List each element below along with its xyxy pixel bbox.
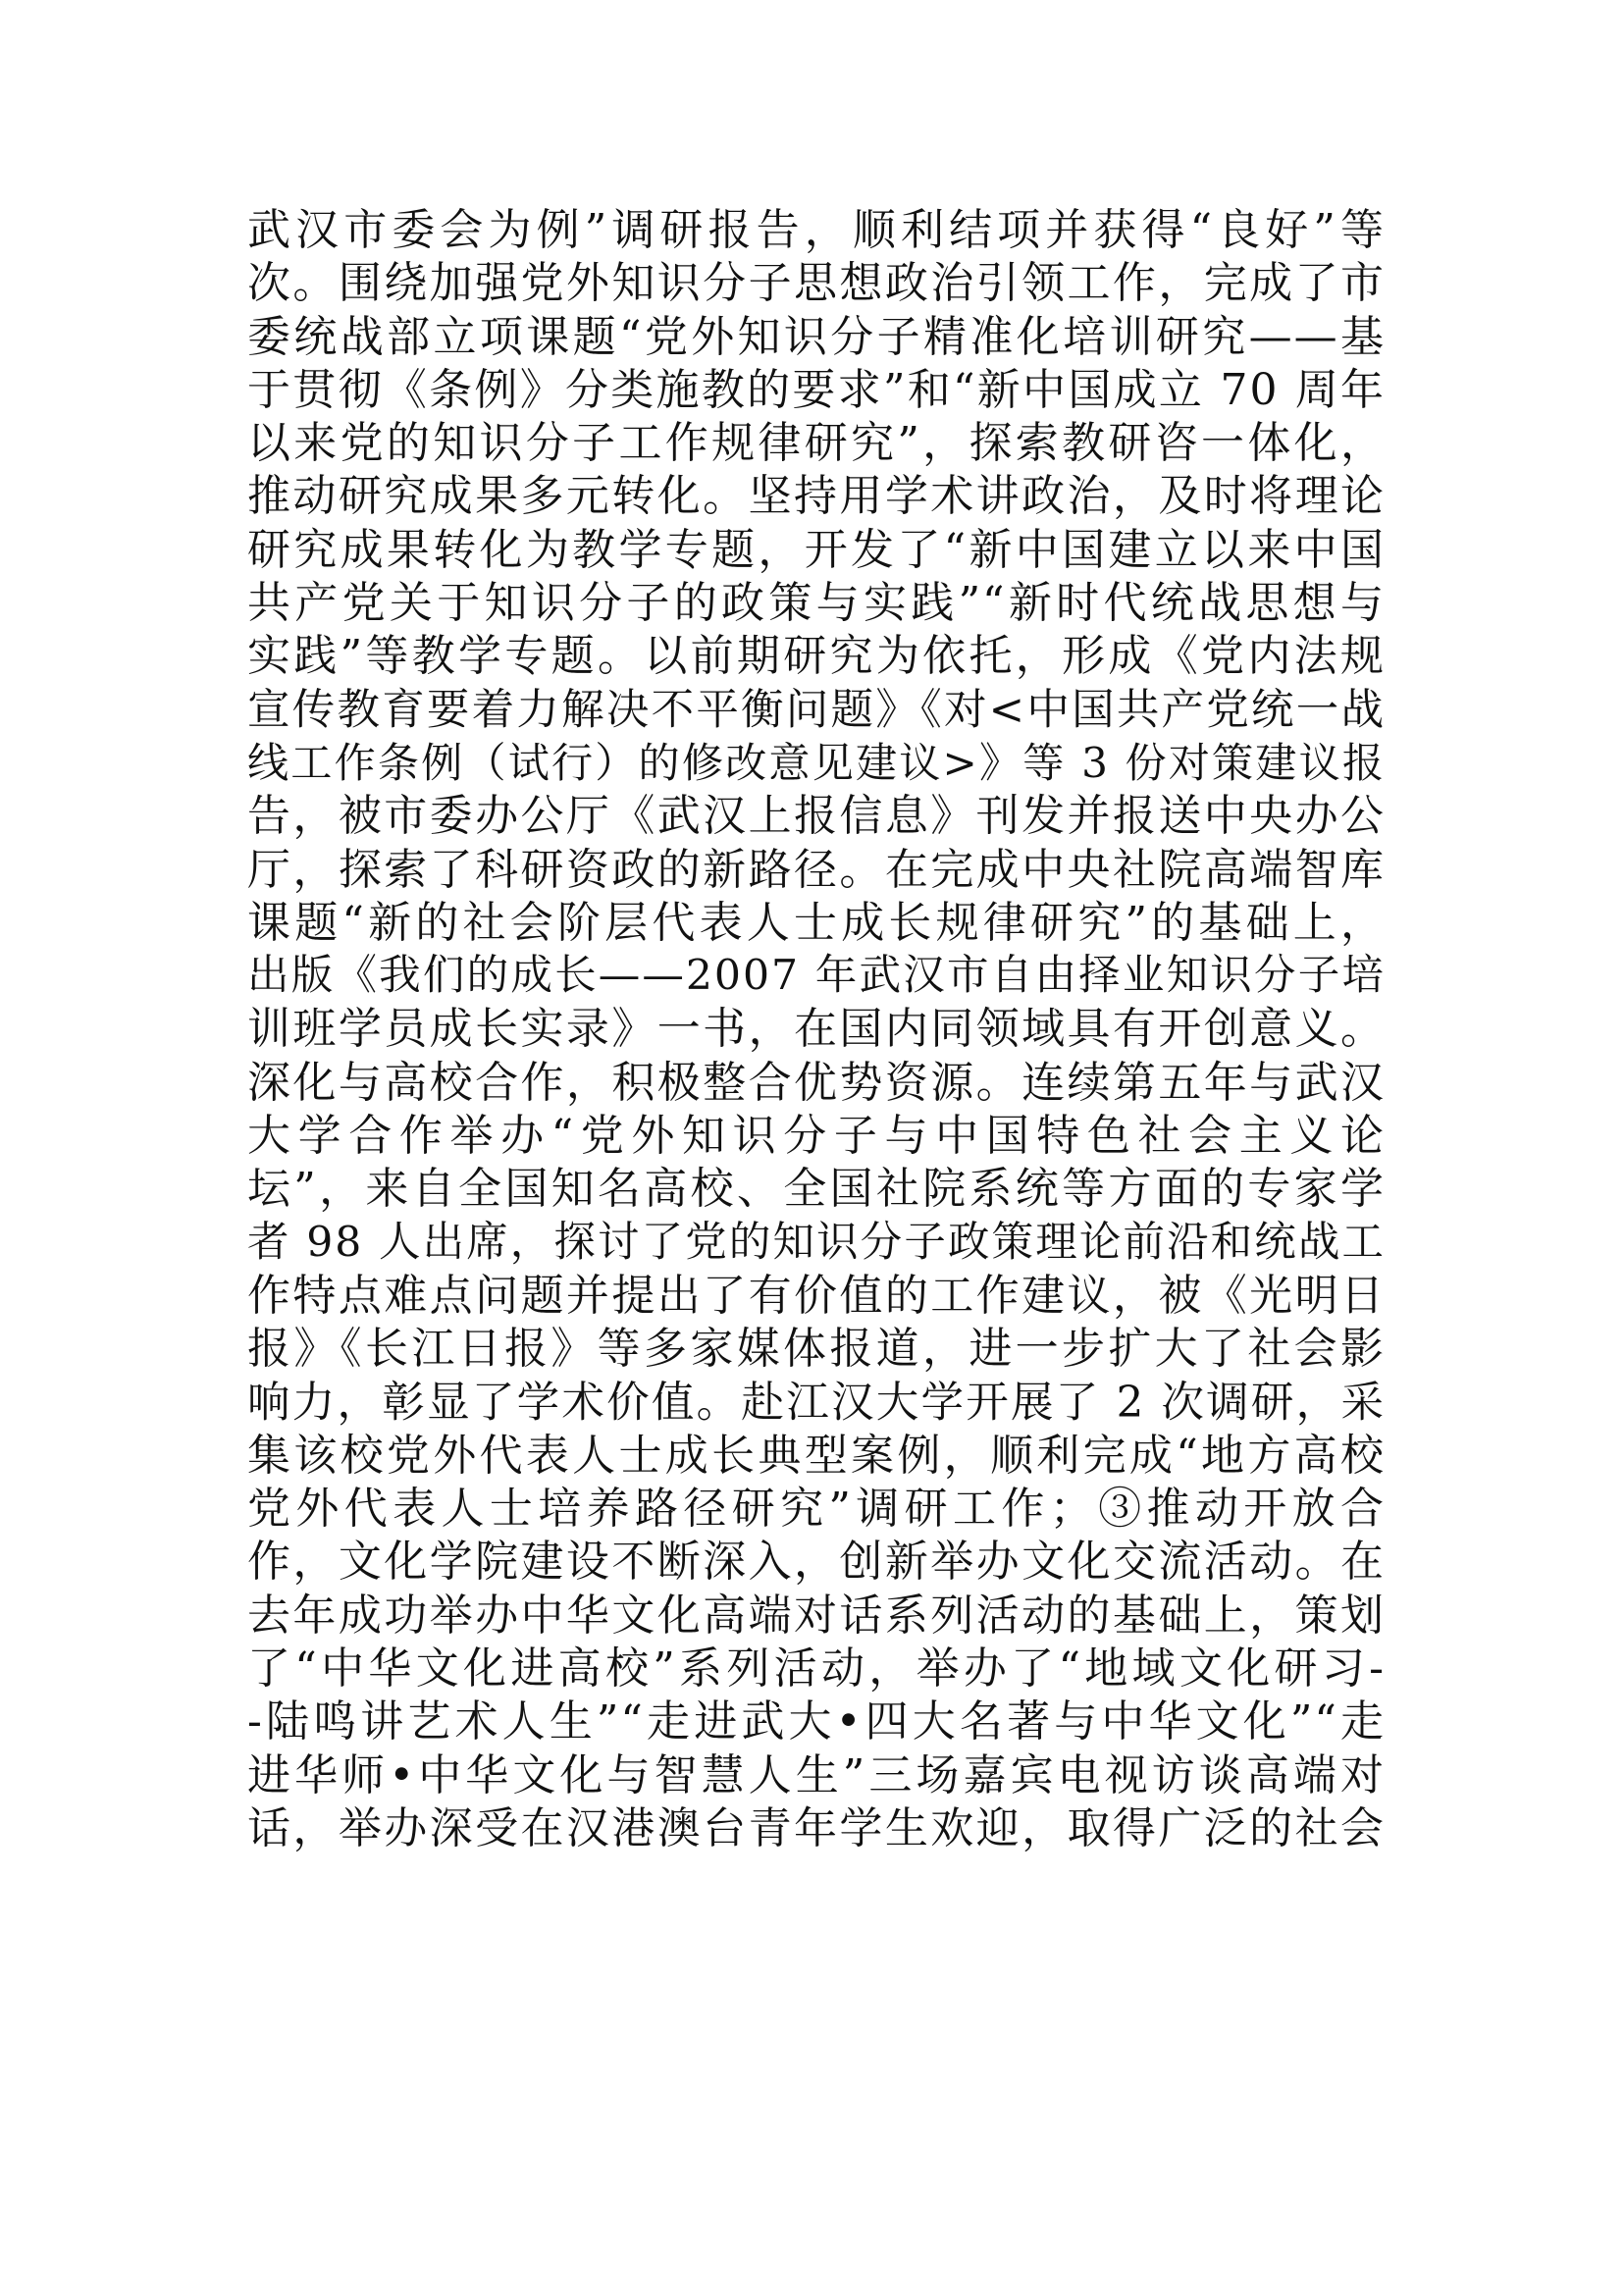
text-line-17: 深化与高校合作，积极整合优势资源。连续第五年与武汉 [247, 1057, 1386, 1108]
text-line-20: 者 98 人出席，探讨了党的知识分子政策理论前沿和统战工 [247, 1218, 1386, 1267]
text-line-31: 话，举办深受在汉港澳台青年学生欢迎，取得广泛的社会 [247, 1802, 1386, 1853]
body-text [247, 204, 1386, 1855]
text-line-1: 武汉市委会为例”调研报告，顺利结项并获得“良好”等 [247, 205, 1386, 255]
text-line-27: 去年成功举办中华文化高端对话系列活动的基础上，策划 [247, 1590, 1386, 1641]
text-line-9: 实践”等教学专题。以前期研究为依托，形成《党内法规 [247, 631, 1386, 682]
text-line-21: 作特点难点问题并提出了有价值的工作建议，被《光明日 [247, 1270, 1386, 1321]
text-line-11: 线工作条例（试行）的修改意见建议>》等 3 份对策建议报 [247, 738, 1386, 787]
text-line-13: 厅，探索了科研资政的新路径。在完成中央社院高端智库 [247, 844, 1386, 895]
text-line-8: 共产党关于知识分子的政策与实践”“新时代统战思想与 [247, 578, 1386, 629]
text-line-6: 推动研究成果多元转化。坚持用学术讲政治，及时将理论 [247, 471, 1386, 522]
text-line-10: 宣传教育要着力解决不平衡问题》《对<中国共产党统一战 [247, 685, 1386, 735]
text-line-15: 出版《我们的成长——2007 年武汉市自由择业知识分子培 [247, 952, 1386, 1001]
text-line-26: 作，文化学院建设不断深入，创新举办文化交流活动。在 [247, 1537, 1386, 1588]
text-line-24: 集该校党外代表人士成长典型案例，顺利完成“地方高校 [247, 1430, 1386, 1481]
text-line-5: 以来党的知识分子工作规律研究”，探索教研咨一体化， [247, 418, 1386, 469]
text-line-7: 研究成果转化为教学专题，开发了“新中国建立以来中国 [247, 524, 1386, 575]
text-line-12: 告，被市委办公厅《武汉上报信息》刊发并报送中央办公 [247, 791, 1386, 842]
text-line-3: 委统战部立项课题“党外知识分子精准化培训研究——基 [247, 311, 1386, 362]
text-line-22: 报》《长江日报》等多家媒体报道，进一步扩大了社会影 [247, 1324, 1386, 1375]
text-line-18: 大学合作举办“党外知识分子与中国特色社会主义论 [247, 1111, 1386, 1162]
text-line-30: 进华师•中华文化与智慧人生”三场嘉宾电视访谈高端对 [247, 1749, 1386, 1800]
text-line-29: -陆鸣讲艺术人生”“走进武大•四大名著与中华文化”“走 [247, 1696, 1386, 1747]
text-line-25: 党外代表人士培养路径研究”调研工作；③推动开放合 [247, 1484, 1386, 1535]
text-line-4: 于贯彻《条例》分类施教的要求”和“新中国成立 70 周年 [247, 364, 1386, 415]
text-line-16: 训班学员成长实录》一书，在国内同领域具有开创意义。 [247, 1004, 1386, 1055]
text-line-2: 次。围绕加强党外知识分子思想政治引领工作，完成了市 [247, 258, 1386, 309]
text-line-28: 了“中华文化进高校”系列活动，举办了“地域文化研习- [247, 1643, 1386, 1695]
text-line-23: 响力，彰显了学术价值。赴江汉大学开展了 2 次调研，采 [247, 1378, 1386, 1428]
text-line-14: 课题“新的社会阶层代表人士成长规律研究”的基础上， [247, 897, 1386, 948]
text-line-19: 坛”，来自全国知名高校、全国社院系统等方面的专家学 [247, 1164, 1386, 1215]
